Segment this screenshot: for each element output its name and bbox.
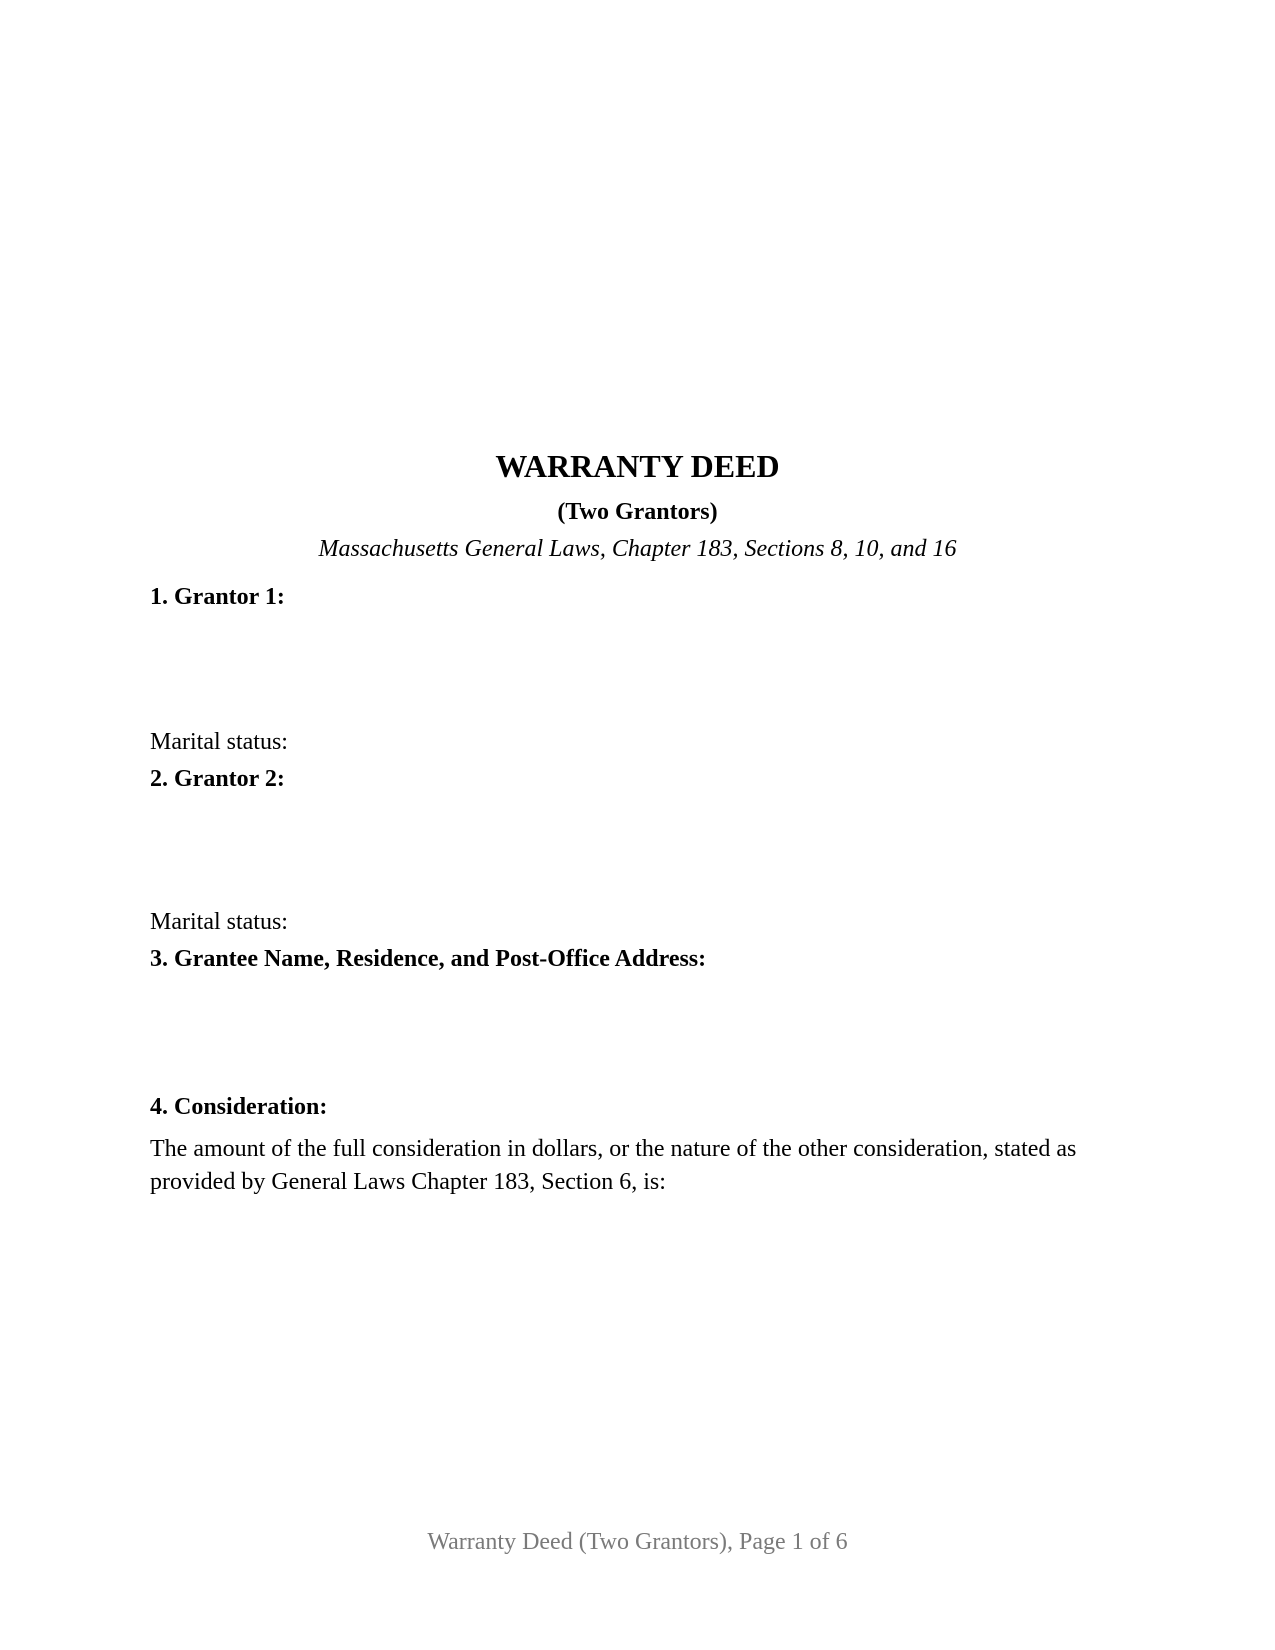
- grantor1-marital-status-label: Marital status:: [150, 729, 288, 755]
- document-subtitle: (Two Grantors): [557, 499, 718, 525]
- grantor2-marital-status-label: Marital status:: [150, 909, 288, 935]
- consideration-paragraph: The amount of the full consideration in dollars, or the nature of the other consideration, stated as provided by General Laws Chapter 183, Section 6, is:: [150, 1136, 1077, 1195]
- statute-reference: Massachusetts General Laws, Chapter 183, Sections 8, 10, and 16: [318, 536, 957, 562]
- page-footer: Warranty Deed (Two Grantors), Page 1 of 6: [427, 1529, 848, 1555]
- grantor1-heading: 1. Grantor 1:: [150, 584, 285, 610]
- grantee-heading: 3. Grantee Name, Residence, and Post-Office Address:: [150, 946, 707, 972]
- document-title: WARRANTY DEED: [495, 448, 780, 484]
- grantor2-heading: 2. Grantor 2:: [150, 766, 285, 792]
- consideration-heading: 4. Consideration:: [150, 1094, 328, 1120]
